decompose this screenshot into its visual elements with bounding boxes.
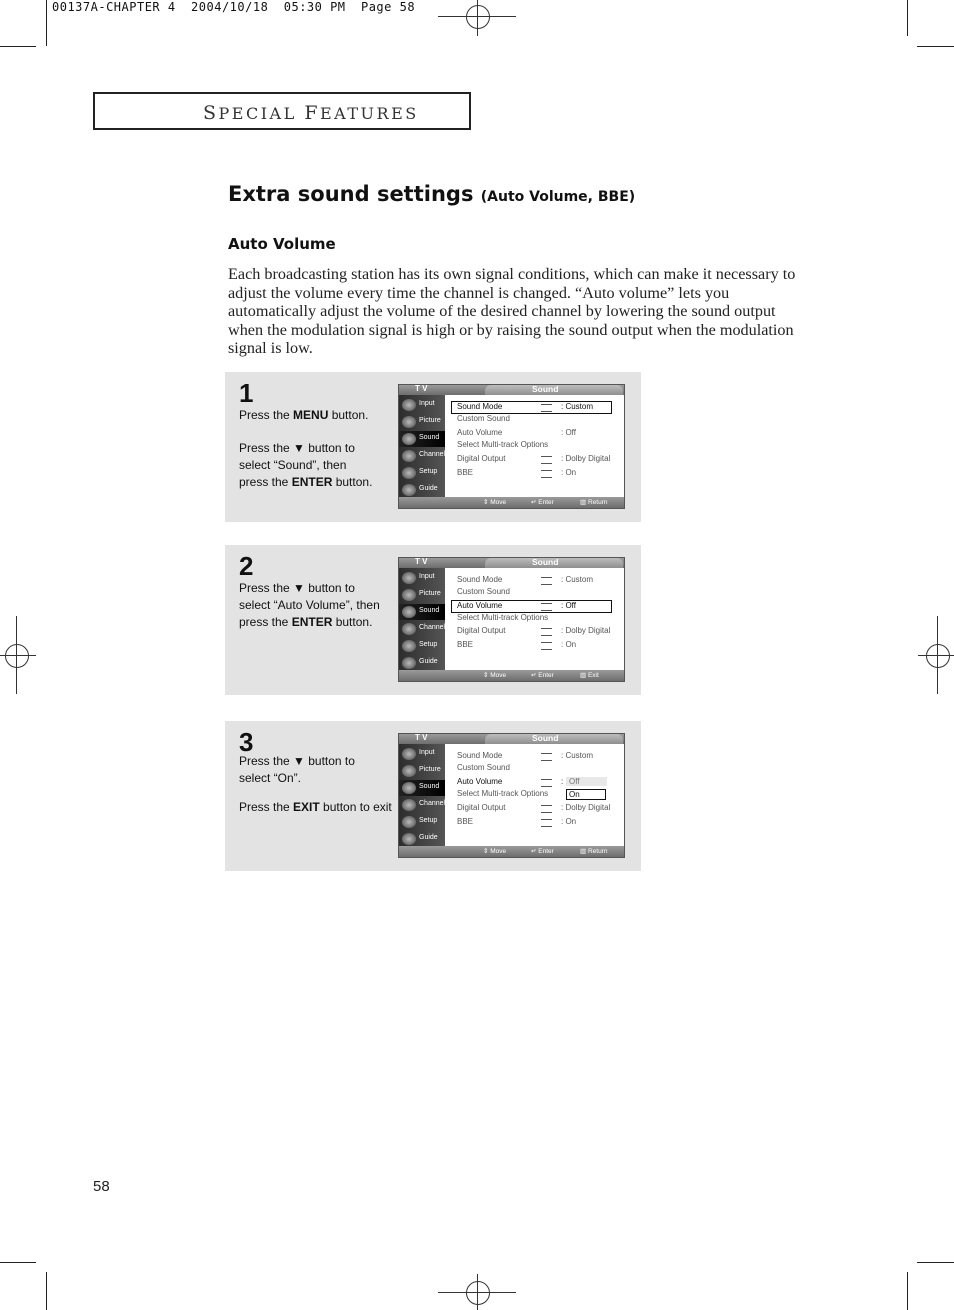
list-icon: [541, 577, 552, 585]
step-panel-2: [225, 545, 641, 695]
sidebar-label: Setup: [419, 468, 438, 475]
osd-row-value: : On: [561, 640, 577, 649]
list-icon: [541, 819, 552, 827]
sound-icon: [402, 782, 416, 794]
sound-icon: [402, 433, 416, 445]
section-word: EATURES: [320, 104, 419, 123]
registration-line: [16, 616, 17, 694]
sidebar-label: Picture: [419, 766, 441, 773]
page-title-sub: (Auto Volume, BBE): [480, 189, 636, 205]
registration-line: [918, 655, 954, 656]
move-label: Move: [490, 672, 507, 679]
list-icon: [541, 642, 552, 650]
sidebar-item-channel: [399, 797, 445, 813]
step-key: ENTER: [291, 615, 333, 629]
crop-mark: [917, 46, 954, 47]
section-initial: F: [304, 102, 320, 124]
sidebar-label: Input: [419, 573, 435, 580]
osd-footer: [399, 670, 624, 681]
section-word: PECIAL: [218, 104, 297, 123]
registration-line: [0, 655, 36, 656]
osd-tab-label: Sound: [532, 557, 559, 567]
step-text-line: press the: [239, 615, 292, 629]
setup-icon: [402, 816, 416, 828]
osd-row-label: BBE: [457, 817, 474, 826]
enter-hint: ↵ Enter: [531, 672, 554, 679]
sidebar-label: Picture: [419, 417, 441, 424]
osd-row-value: : Custom: [561, 575, 594, 584]
sidebar-item-guide: [399, 482, 445, 498]
osd-row-label: BBE: [457, 468, 474, 477]
osd-row-label: Auto Volume: [457, 601, 503, 610]
sidebar-label: Picture: [419, 590, 441, 597]
channel-icon: [402, 623, 416, 635]
sidebar-label: Setup: [419, 817, 438, 824]
channel-icon: [402, 450, 416, 462]
step-number: 1: [239, 378, 254, 408]
step-key: MENU: [293, 408, 329, 422]
osd-row-label: BBE: [457, 640, 474, 649]
sidebar-item-setup: [399, 465, 445, 481]
return-label: Return: [587, 848, 608, 855]
list-icon: [541, 404, 552, 412]
enter-label: Enter: [538, 848, 554, 855]
osd-row-value: : Off: [561, 601, 576, 610]
osd-tv-label: T V: [415, 384, 428, 393]
registration-line: [477, 0, 478, 36]
crop-mark: [46, 0, 47, 46]
page-title: [228, 182, 635, 206]
sidebar-label: Sound: [419, 434, 440, 441]
page-number: 58: [93, 1178, 110, 1195]
step-text-line: Press the: [239, 800, 294, 814]
sidebar-label: Channel: [419, 624, 446, 631]
step-text-line: Press the ▼ button to: [239, 581, 355, 595]
subheading: Auto Volume: [228, 235, 336, 253]
return-label: Return: [587, 499, 608, 506]
step-instructions: [239, 580, 409, 631]
list-icon: [541, 753, 552, 761]
sidebar-label: Input: [419, 400, 435, 407]
step-text-line: select “Sound”, then: [239, 458, 347, 472]
step-key: EXIT: [293, 800, 320, 814]
osd-row-label: Digital Output: [457, 626, 506, 635]
list-icon: [541, 470, 552, 478]
return-hint: ▥ Return: [580, 848, 608, 855]
osd-footer: [399, 846, 624, 857]
input-icon: [402, 748, 416, 760]
osd-row-label: Custom Sound: [457, 763, 510, 772]
osd-row-label: Sound Mode: [457, 575, 503, 584]
option-label: Off: [569, 777, 580, 786]
sidebar-item-picture: [399, 414, 445, 430]
body-paragraph: Each broadcasting station has its own signal conditions, which can make it necessary to adjust the volume every time the channel is changed. “Auto volume” lets you automatically adjust the volume of the desired channel by lowering the sound output when the modulation signal is high or by raising the sound output when the modulation signal is low.: [228, 265, 796, 357]
registration-mark: [5, 644, 29, 668]
osd-option-on: [566, 789, 606, 800]
sidebar-label: Guide: [419, 658, 438, 665]
sidebar-item-input: [399, 570, 445, 586]
picture-icon: [402, 765, 416, 777]
step-instructions: [239, 753, 409, 816]
osd-tv-label: T V: [415, 557, 428, 566]
sound-icon: [402, 606, 416, 618]
move-label: Move: [490, 848, 507, 855]
step-text-line: press the: [239, 475, 292, 489]
osd-row-value: : On: [561, 468, 577, 477]
osd-tv-label: T V: [415, 733, 428, 742]
enter-label: Enter: [538, 672, 554, 679]
step-panel-3: [225, 721, 641, 871]
sidebar-item-setup: [399, 814, 445, 830]
list-icon: [541, 779, 552, 787]
sidebar-item-guide: [399, 831, 445, 847]
step-number: 3: [239, 727, 254, 757]
sidebar-item-input: [399, 397, 445, 413]
osd-row-label: Auto Volume: [457, 428, 503, 437]
step-key: ENTER: [291, 475, 333, 489]
osd-row-label: Sound Mode: [457, 751, 503, 760]
input-icon: [402, 572, 416, 584]
osd-row-value: : Dolby Digital: [561, 803, 611, 812]
step-text-line: select “On”.: [239, 771, 302, 785]
osd-sidebar: [399, 568, 445, 672]
osd-tab-label: Sound: [532, 384, 559, 394]
registration-mark: [466, 1281, 490, 1305]
osd-sidebar: [399, 395, 445, 499]
osd-row-label: Digital Output: [457, 454, 506, 463]
step-text-line: button to exit: [319, 800, 392, 814]
osd-sidebar: [399, 744, 445, 848]
print-header: 00137A-CHAPTER 4 2004/10/18 05:30 PM Page 58: [52, 0, 416, 14]
osd-row-label: Sound Mode: [457, 402, 503, 411]
tv-osd-screen: [398, 557, 625, 682]
enter-hint: ↵ Enter: [531, 499, 554, 506]
move-hint: ⇕ Move: [483, 499, 507, 506]
osd-row-label: Select Multi-track Options: [457, 440, 549, 449]
sidebar-item-channel: [399, 448, 445, 464]
crop-mark: [907, 1272, 908, 1310]
osd-row-label: Custom Sound: [457, 414, 510, 423]
step-text-line: button.: [328, 408, 369, 422]
osd-row-value: : Off: [561, 428, 576, 437]
option-label: On: [569, 790, 580, 799]
step-text-line: select “Auto Volume”, then: [239, 598, 380, 612]
enter-label: Enter: [538, 499, 554, 506]
setup-icon: [402, 640, 416, 652]
move-label: Move: [490, 499, 507, 506]
guide-icon: [402, 484, 416, 496]
osd-footer: [399, 497, 624, 508]
osd-row-value: : On: [561, 817, 577, 826]
move-hint: ⇕ Move: [483, 672, 507, 679]
step-text-line: Press the ▼ button to: [239, 754, 355, 768]
crop-mark: [0, 46, 36, 47]
list-icon: [541, 603, 552, 611]
osd-row-value: : Dolby Digital: [561, 626, 611, 635]
osd-row-label: Select Multi-track Options: [457, 613, 549, 622]
picture-icon: [402, 589, 416, 601]
guide-icon: [402, 657, 416, 669]
osd-row-value: :: [561, 777, 564, 786]
move-hint: ⇕ Move: [483, 848, 507, 855]
list-icon: [541, 805, 552, 813]
exit-hint: ▥ Exit: [580, 672, 599, 679]
osd-row-value: : Custom: [561, 751, 594, 760]
list-icon: [541, 628, 552, 636]
osd-tab-label: Sound: [532, 733, 559, 743]
page-title-main: Extra sound settings: [228, 182, 474, 206]
input-icon: [402, 399, 416, 411]
sidebar-label: Channel: [419, 451, 446, 458]
sidebar-label: Sound: [419, 607, 440, 614]
registration-line: [477, 1274, 478, 1310]
osd-row-label: Select Multi-track Options: [457, 789, 549, 798]
registration-mark: [466, 5, 490, 29]
channel-icon: [402, 799, 416, 811]
setup-icon: [402, 467, 416, 479]
sidebar-label: Sound: [419, 783, 440, 790]
step-text-line: Press the ▼ button to: [239, 441, 355, 455]
exit-label: Exit: [587, 672, 599, 679]
return-hint: ▥ Return: [580, 499, 608, 506]
crop-mark: [0, 1262, 36, 1263]
sidebar-item-sound: [399, 604, 445, 620]
enter-hint: ↵ Enter: [531, 848, 554, 855]
crop-mark: [917, 1262, 954, 1263]
step-number: 2: [239, 551, 254, 581]
tv-osd-screen: [398, 384, 625, 509]
osd-row-value: : Dolby Digital: [561, 454, 611, 463]
sidebar-item-guide: [399, 655, 445, 671]
list-icon: [541, 456, 552, 464]
sidebar-item-channel: [399, 621, 445, 637]
sidebar-label: Channel: [419, 800, 446, 807]
registration-line: [937, 616, 938, 694]
guide-icon: [402, 833, 416, 845]
crop-mark: [907, 0, 908, 36]
sidebar-item-picture: [399, 763, 445, 779]
step-text-line: Press the: [239, 408, 294, 422]
osd-row-value: : Custom: [561, 402, 594, 411]
sidebar-label: Guide: [419, 834, 438, 841]
step-text-line: button.: [332, 475, 373, 489]
osd-option-off: [566, 777, 607, 786]
osd-row-label: Auto Volume: [457, 777, 503, 786]
picture-icon: [402, 416, 416, 428]
osd-row-label: Custom Sound: [457, 587, 510, 596]
sidebar-item-sound: [399, 780, 445, 796]
sidebar-label: Input: [419, 749, 435, 756]
osd-row-label: Digital Output: [457, 803, 506, 812]
registration-mark: [926, 644, 950, 668]
section-initial: S: [203, 102, 219, 124]
sidebar-item-setup: [399, 638, 445, 654]
crop-mark: [46, 1272, 47, 1310]
section-header-box: [93, 92, 471, 130]
step-text-line: button.: [332, 615, 373, 629]
sidebar-item-picture: [399, 587, 445, 603]
sidebar-label: Guide: [419, 485, 438, 492]
tv-osd-screen: [398, 733, 625, 858]
sidebar-label: Setup: [419, 641, 438, 648]
step-panel-1: [225, 372, 641, 522]
step-instructions: [239, 407, 399, 491]
sidebar-item-sound: [399, 431, 445, 447]
sidebar-item-input: [399, 746, 445, 762]
section-title: [203, 102, 419, 124]
